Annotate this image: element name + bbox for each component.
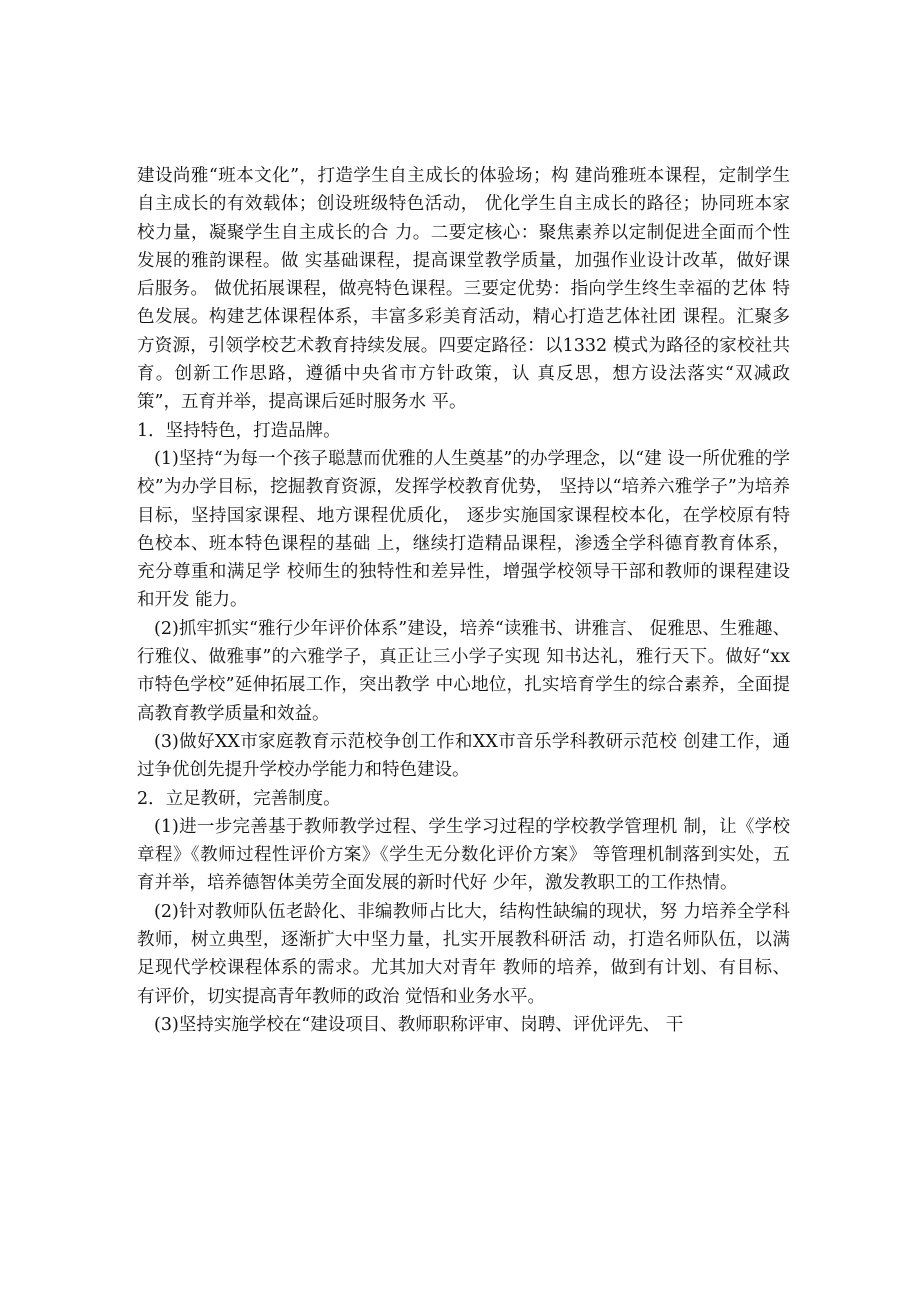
section-2-heading: 2．立足教研，完善制度。 xyxy=(137,788,341,809)
section-2-paragraph-2: (2)针对教师队伍老龄化、非编教师占比大，结构性缺编的现状，努 力培养全学科教师，树立典型，逐渐扩大中坚力量，扎实开展教科研活 动，打造名师队伍，以满足现代学校课程体系的需求。尤其加大对青年 教师的培养，做到有计划、有目标、有评价，切实提高青年教师的政治 觉悟和业务水平。 xyxy=(137,901,790,1007)
section-1-heading: 1．坚持特色，打造品牌。 xyxy=(137,420,341,441)
intro-paragraph: 建设尚雅“班本文化”，打造学生自主成长的体验场；构 建尚雅班本课程，定制学生自主成长的有效载体；创设班级特色活动， 优化学生自主成长的路径；协同班本家校力量，凝聚学生自主成长的合 力。二要定核心：聚焦素养以定制促进全面而个性发展的雅韵课程。做 实基础课程，提高课堂教学质量，加强作业设计改革，做好课后服务。 做优拓展课程，做亮特色课程。三要定优势：指向学生终生幸福的艺体 特色发展。构建艺体课程体系，丰富多彩美育活动，精心打造艺体社团 课程。汇聚多方资源，引领学校艺术教育持续发展。四要定路径：以1332 模式为路径的家校社共育。创新工作思路，遵循中央省市方针政策，认 真反思，想方设法落实“双减政策”，五育并举，提高课后延时服务水 平。 xyxy=(137,166,790,413)
section-2-paragraph-1: (1)进一步完善基于教师教学过程、学生学习过程的学校教学管理机 制，让《学校章程》《教师过程性评价方案》《学生无分数化评价方案》 等管理机制落到实处，五育并举，培养德智体美劳全面发展的新时代好 少年，激发教职工的工作热情。 xyxy=(137,816,790,894)
section-1-paragraph-1: (1)坚持“为每一个孩子聪慧而优雅的人生奠基”的办学理念，以“建 设一所优雅的学校”为办学目标，挖掘教育资源，发挥学校教育优势， 坚持以“培养六雅学子”为培养目标，坚持国家课程、地方课程优质化， 逐步实施国家课程校本化，在学校原有特色校本、班本特色课程的基础 上，继续打造精品课程，渗透全学科德育教育体系，充分尊重和满足学 校师生的独特性和差异性，增强学校领导干部和教师的课程建设和开发 能力。 xyxy=(137,448,790,611)
section-1-paragraph-3: (3)做好XX市家庭教育示范校争创工作和XX市音乐学科教研示范校 创建工作，通过争优创先提升学校办学能力和特色建设。 xyxy=(137,731,790,781)
section-2-paragraph-3: (3)坚持实施学校在“建设项目、教师职称评审、岗聘、评优评先、 干 xyxy=(154,1014,684,1035)
section-1-paragraph-2: (2)抓牢抓实“雅行少年评价体系”建设，培养“读雅书、讲雅言、 促雅思、生雅趣、行雅仪、做雅事”的六雅学子，真正让三小学子实现 知书达礼，雅行天下。做好“xx市特色学校”延伸拓展工作，突出教学 中心地位，扎实培育学生的综合素养，全面提高教育教学质量和效益。 xyxy=(137,618,790,724)
document-body xyxy=(137,162,790,1039)
